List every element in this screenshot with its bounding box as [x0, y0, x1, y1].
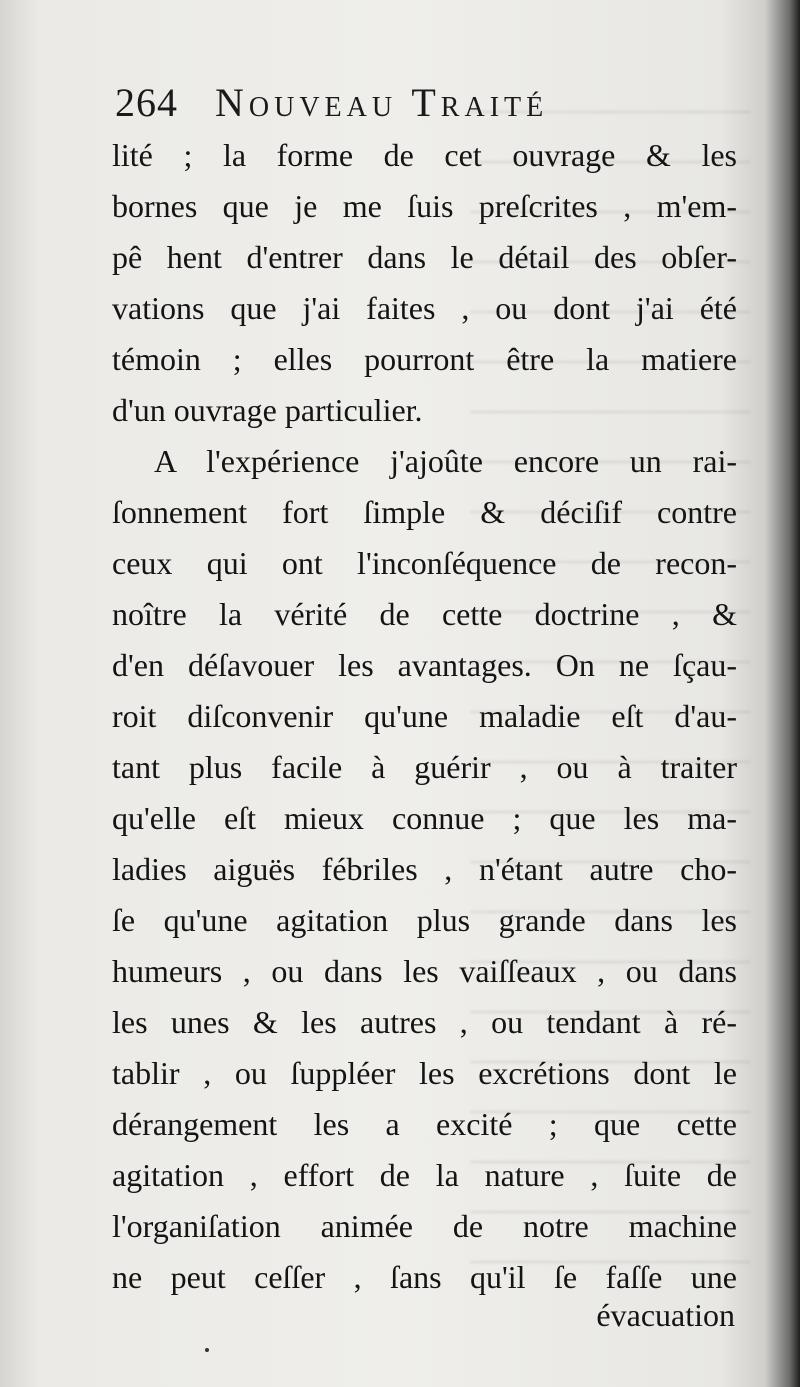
text-line: ſonnement fort ſimple & déciſif contre	[112, 494, 737, 530]
text-line-paragraph-start: A l'expérience j'ajoûte encore un rai-	[154, 443, 737, 479]
text-line: ceux qui ont l'inconſéquence de recon-	[112, 545, 737, 581]
text-line: humeurs , ou dans les vaiſſeaux , ou dans	[112, 953, 737, 989]
text-line: roit diſconvenir qu'une maladie eſt d'au-	[112, 698, 737, 734]
running-title: Nouveau Traité	[215, 80, 549, 125]
text-line: agitation , effort de la nature , ſuite de	[112, 1157, 737, 1193]
text-line: ladies aiguës fébriles , n'étant autre cho-	[112, 851, 737, 887]
ink-speck	[205, 1348, 209, 1352]
text-line: vations que j'ai faites , ou dont j'ai été	[112, 290, 737, 326]
catchword: évacuation	[596, 1297, 735, 1333]
running-head	[115, 78, 755, 128]
text-line: témoin ; elles pourront être la matiere	[112, 341, 737, 377]
text-line: dérangement les a excité ; que cette	[112, 1106, 737, 1142]
text-line: lité ; la forme de cet ouvrage & les	[112, 137, 737, 173]
text-line: bornes que je me ſuis preſcrites , m'em-	[112, 188, 737, 224]
body-text	[112, 130, 737, 1303]
text-line: tablir , ou ſuppléer les excrétions dont le	[112, 1055, 737, 1091]
text-line-paragraph-end: d'un ouvrage particulier.	[112, 392, 423, 428]
text-line: l'organiſation animée de notre machine	[112, 1208, 737, 1244]
text-line: les unes & les autres , ou tendant à ré-	[112, 1004, 737, 1040]
text-line: tant plus facile à guérir , ou à traiter	[112, 749, 737, 785]
text-line: d'en déſavouer les avantages. On ne ſçau-	[112, 647, 737, 683]
page-number: 264	[115, 80, 178, 125]
text-line: noître la vérité de cette doctrine , &	[112, 596, 737, 632]
text-line: ne peut ceſſer , ſans qu'il ſe faſſe une	[112, 1259, 737, 1295]
text-line: ſe qu'une agitation plus grande dans les	[112, 902, 737, 938]
text-line: qu'elle eſt mieux connue ; que les ma-	[112, 800, 737, 836]
text-line: pê hent d'entrer dans le détail des obſer-	[112, 239, 737, 275]
